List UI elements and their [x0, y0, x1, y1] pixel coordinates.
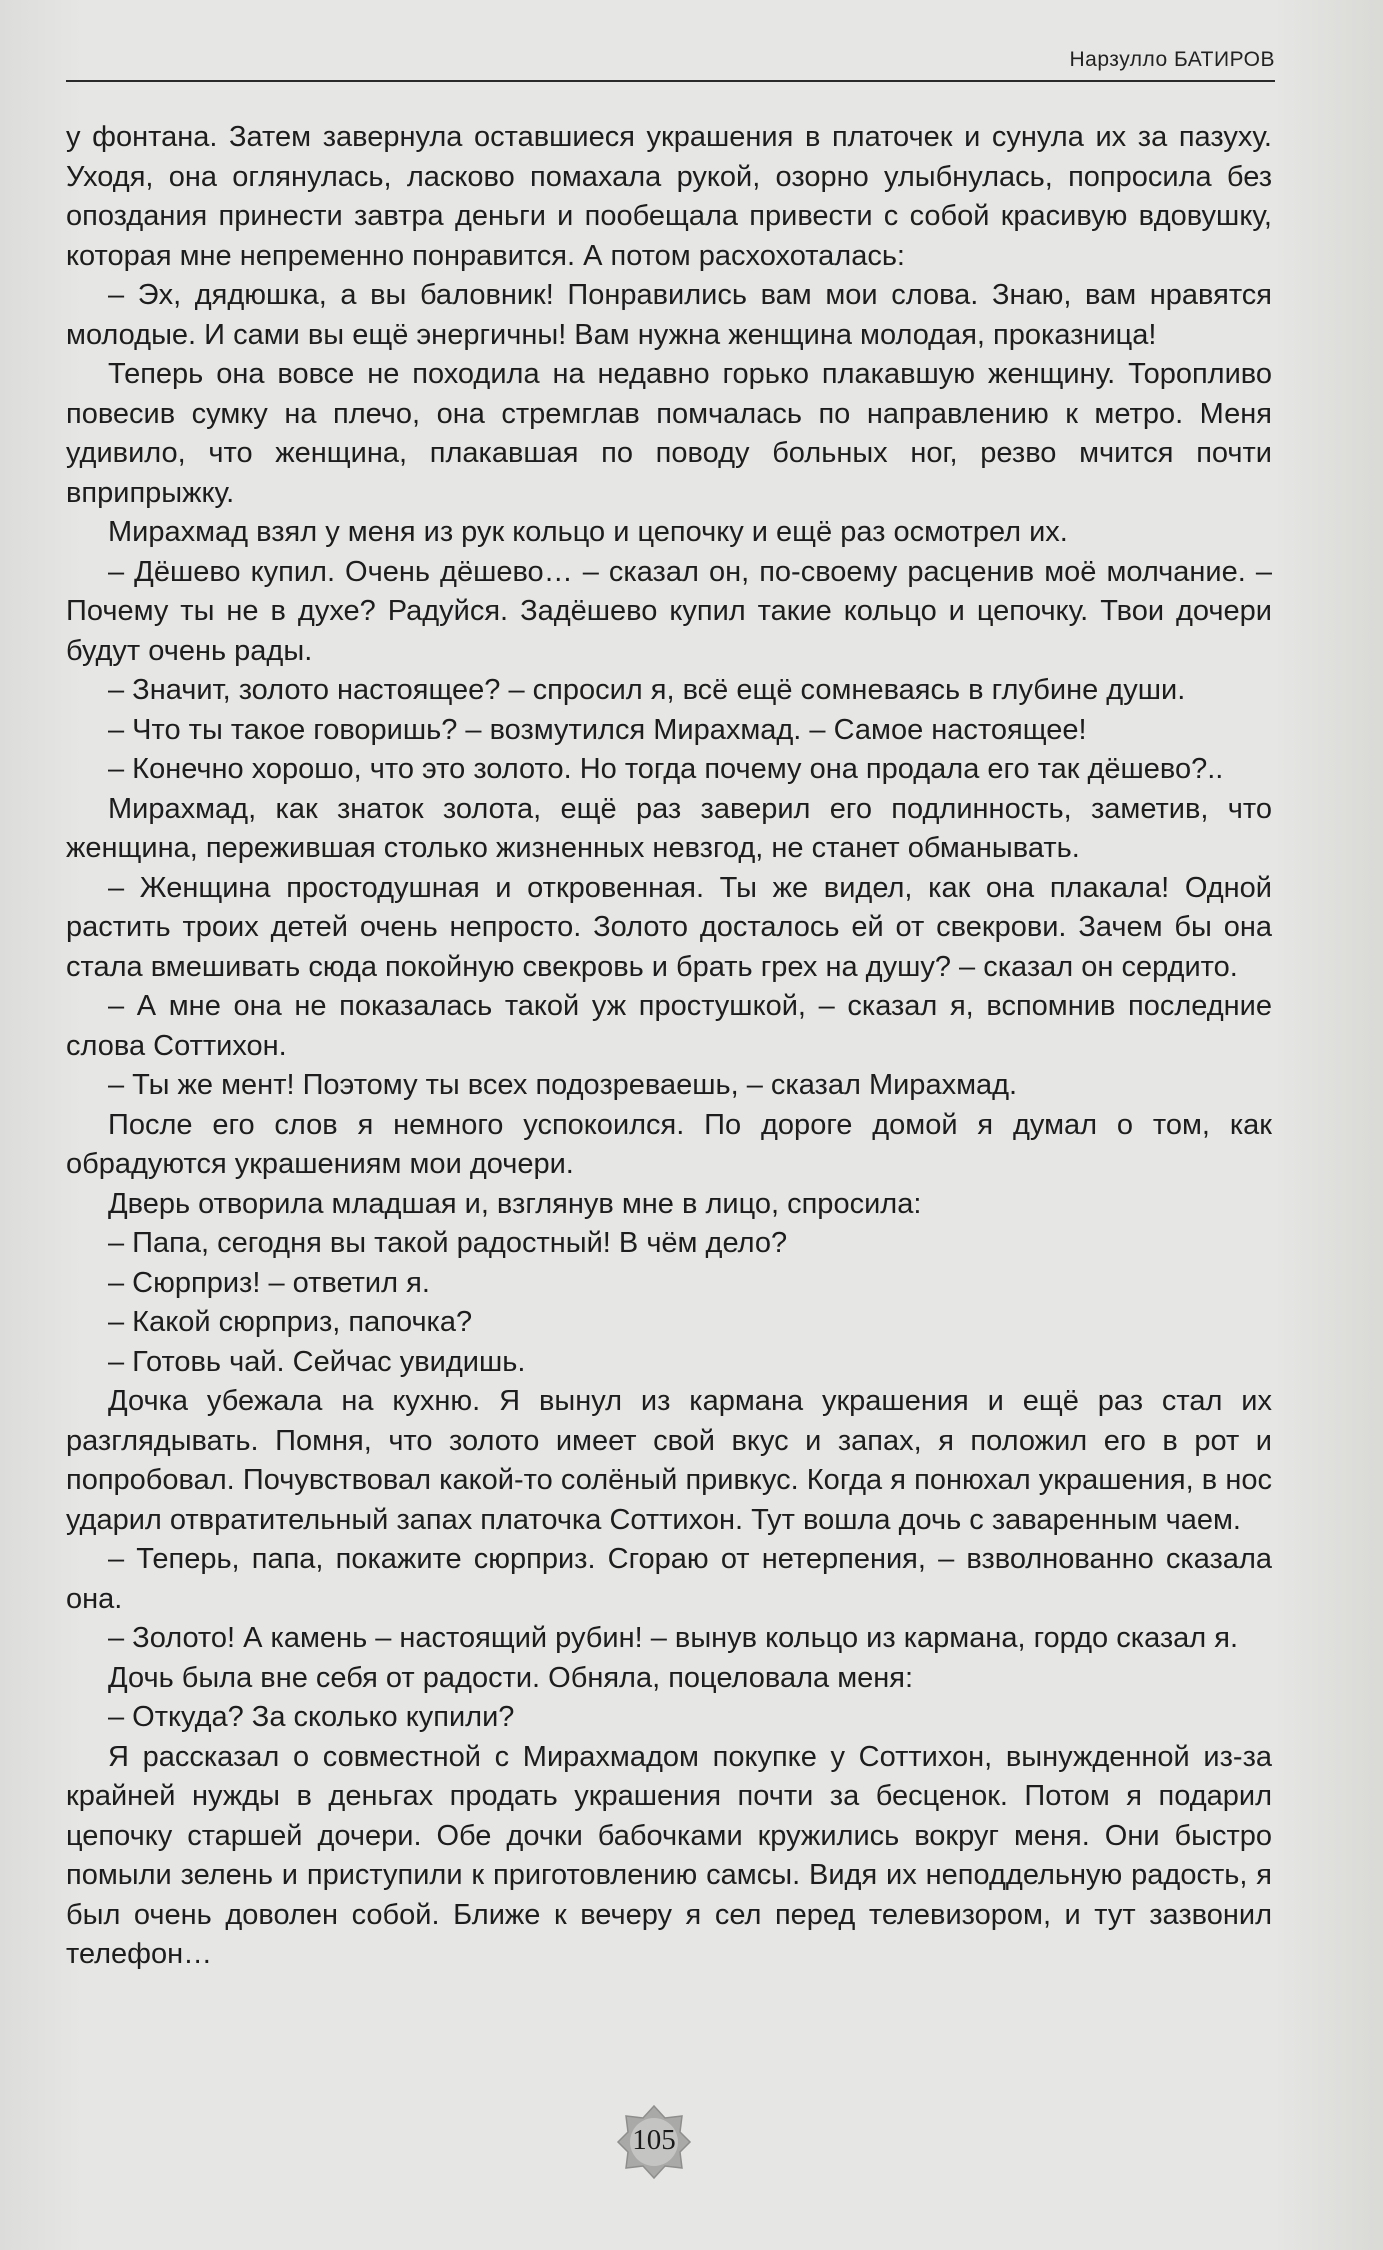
- paragraph: – Эх, дядюшка, а вы баловник! Понравились вам мои слова. Знаю, вам нравятся молодые. И сами вы ещё энергичны! Вам нужна женщина молодая, проказница!: [66, 279, 1272, 351]
- paragraph: – Теперь, папа, покажите сюрприз. Сгораю от нетерпения, – взволнованно сказала она.: [66, 1543, 1272, 1615]
- paragraph: – Значит, золото настоящее? – спросил я, всё ещё сомневаясь в глубине души.: [108, 674, 1186, 706]
- paragraph: Дочь была вне себя от радости. Обняла, поцеловала меня:: [108, 1661, 914, 1694]
- paragraph: у фонтана. Затем завернула оставшиеся украшения в платочек и сунула их за пазуху. Уходя, она оглянулась, ласково помахала рукой, озорно улыбнулась, попросила без опоздания принести завтра деньги и пообещала привести с собой красивую вдовушку, которая мне непременно понравится. А потом расхохоталась:: [66, 121, 1272, 272]
- paragraph: – Золото! А камень – настоящий рубин! – вынув кольцо из кармана, гордо сказал я.: [108, 1622, 1239, 1654]
- paragraph: – Готовь чай. Сейчас увидишь.: [108, 1345, 526, 1378]
- paragraph: – А мне она не показалась такой уж простушкой, – сказал я, вспомнив последние слова Соттихон.: [66, 990, 1272, 1062]
- page-number-ornament: [616, 2104, 692, 2180]
- paragraph: – Что ты такое говоришь? – возмутился Мирахмад. – Самое настоящее!: [108, 713, 1087, 746]
- running-header: [66, 40, 1275, 82]
- paragraph: Теперь она вовсе не походила на недавно горько плакавшую женщину. Торопливо повесив сумку на плечо, она стремглав помчалась по направлению к метро. Меня удивило, что женщина, плакавшая по поводу больных ног, резво мчится почти вприпрыжку.: [66, 358, 1272, 509]
- paragraph: – Папа, сегодня вы такой радостный! В чём дело?: [108, 1227, 788, 1259]
- paragraph: Я рассказал о совместной с Мирахмадом покупке у Соттихон, вынужденной из-за крайней нужды в деньгах продать украшения почти за бесценок. Потом я подарил цепочку старшей дочери. Обе дочки бабочками кружились вокруг меня. Они быстро помыли зелень и приступили к приготовлению самсы. Видя их неподдельную радость, я был очень доволен собой. Ближе к вечеру я сел перед телевизором, и тут зазвонил телефон…: [66, 1740, 1272, 1970]
- paragraph: – Какой сюрприз, папочка?: [108, 1306, 473, 1338]
- paragraph: – Ты же мент! Поэтому ты всех подозреваешь, – сказал Мирахмад.: [108, 1069, 1018, 1101]
- paragraph: – Сюрприз! – ответил я.: [108, 1266, 430, 1299]
- paragraph: – Конечно хорошо, что это золото. Но тогда почему она продала его так дёшево?..: [108, 753, 1224, 785]
- paragraph: Мирахмад, как знаток золота, ещё раз заверил его подлинность, заметив, что женщина, пережившая столько жизненных невзгод, не станет обманывать.: [66, 792, 1272, 864]
- paragraph: Дверь отворила младшая и, взглянув мне в лицо, спросила:: [108, 1187, 922, 1220]
- paragraph: – Дёшево купил. Очень дёшево… – сказал он, по-своему расценив моё молчание. – Почему ты не в духе? Радуйся. Задёшево купил такие кольцо и цепочку. Твои дочери будут очень рады.: [66, 555, 1272, 667]
- paragraph: – Откуда? За сколько купили?: [108, 1701, 515, 1733]
- body-text: [66, 118, 1272, 1975]
- paragraph: – Женщина простодушная и откровенная. Ты же видел, как она плакала! Одной растить троих детей очень непросто. Золото досталось ей от свекрови. Зачем бы она стала вмешивать сюда покойную свекровь и брать грех на душу? – сказал он сердито.: [66, 871, 1272, 983]
- paragraph: После его слов я немного успокоился. По дороге домой я думал о том, как обрадуются украшениям мои дочери.: [66, 1108, 1272, 1180]
- paragraph: Мирахмад взял у меня из рук кольцо и цепочку и ещё раз осмотрел их.: [108, 516, 1068, 548]
- paragraph: Дочка убежала на кухню. Я вынул из кармана украшения и ещё раз стал их разглядывать. Помня, что золото имеет свой вкус и запах, я положил его в рот и попробовал. Почувствовал какой-то солёный привкус. Когда я понюхал украшения, в нос ударил отвратительный запах платочка Соттихон. Тут вошла дочь с заваренным чаем.: [66, 1385, 1272, 1536]
- header-author: Нарзулло БАТИРОВ: [1069, 48, 1275, 71]
- page-number: 105: [632, 2124, 676, 2156]
